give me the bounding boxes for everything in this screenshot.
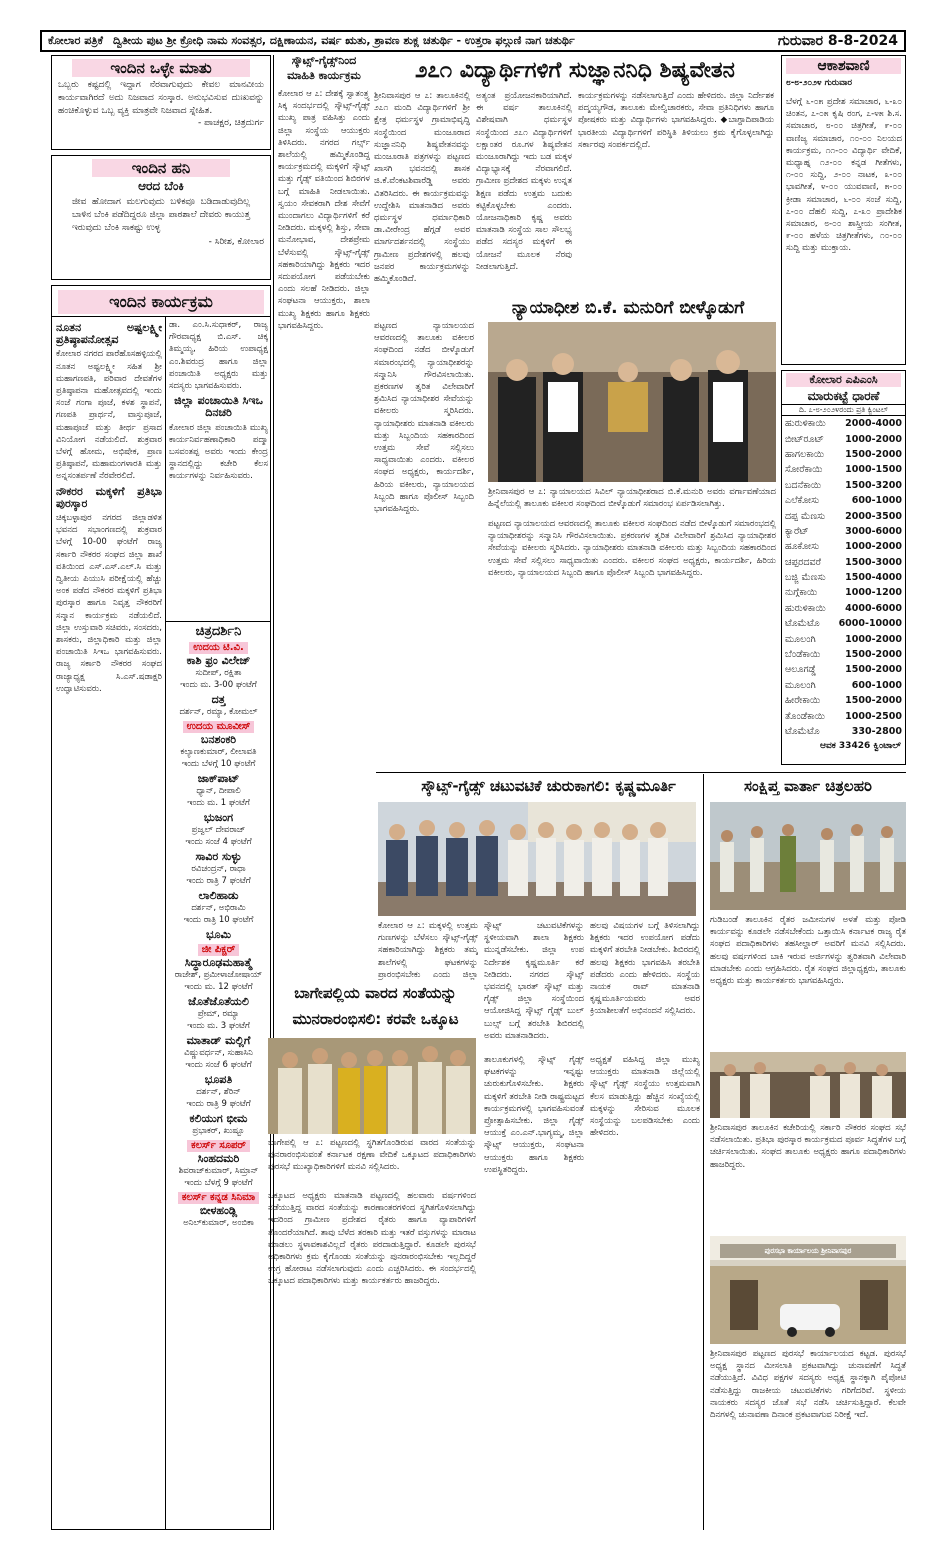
price-value: 1000-2000 <box>845 433 902 445</box>
market-title-2: ಮಾರುಕಟ್ಟೆ ಧಾರಣೆ <box>807 389 880 403</box>
price-item: ಕ್ಯಾರೆಟ್ <box>785 525 809 537</box>
sky-text: ಬೆಳಗ್ಗೆ ೬-೦೫ ಪ್ರದೇಶ ಸಮಾಚಾರ, ೬-೩೦ ಚಿಂತನ, ೭-೦೫ ಕೃಷಿ ರಂಗ, ೭-೪೫ ಶಿ.ಸ. ಸಮಾಚಾರ, ೮-೦೦ ಚಿತ್ರಗೀತೆ, ೯-೦೦ ವಾಣಿಜ್ಯ ಸಮಾಚಾರ, ೧೦-೦೦ ನಿಲಯದ ಕಾರ್ಯಕ್ರಮ, ೧೧-೦೦ ವಿದ್ಯಾರ್ಥಿ ವೇದಿಕೆ, ಮಧ್ಯಾಹ್ನ ೧೨-೦೦ ಕನ್ನಡ ಗೀತೆಗಳು, ೧-೦೦ ಸುದ್ದಿ, ೨-೦೦ ನಾಟಕ, ೩-೦೦ ಭಾವಗೀತೆ, ೪-೦೦ ಯುವವಾಣಿ, ೫-೦೦ ಕ್ರೀಡಾ ಸಮಾಚಾರ, ೬-೦೦ ಸಂಜೆ ಸುದ್ದಿ, ೭-೦೦ ದೆಹಲಿ ಸುದ್ದಿ, ೭-೩೦ ಪ್ರಾದೇಶಿಕ ಸಮಾಚಾರ, ೮-೦೦ ಶಾಸ್ತ್ರೀಯ ಸಂಗೀತ, ೯-೦೦ ಹಳೆಯ ಚಿತ್ರಗೀತೆಗಳು, ೧೦-೦೦ ಸುದ್ದಿ ಮತ್ತು ಮುಕ್ತಾಯ. <box>786 97 902 254</box>
price-row <box>782 447 905 462</box>
building-sign: ಪುರಸಭಾ ಕಾರ್ಯಾಲಯ ಶ್ರೀನಿವಾಸಪುರ <box>764 1247 852 1255</box>
film-cast: ಶಿವರಾಜ್‌ಕುಮಾರ್, ಸಿಮ್ರಾನ್ <box>178 1166 259 1176</box>
cinema-top-divider <box>165 621 271 622</box>
price-item: ಟೊಮೆಟೊ <box>785 618 820 630</box>
price-item: ಹುರುಳಿಕಾಯಿ <box>785 418 826 430</box>
price-item: ಮೂಲಂಗಿ <box>785 633 816 645</box>
judge-photo-image <box>488 322 776 482</box>
market-title-1: ಕೋಲಾರ ಎಪಿಎಂಸಿ <box>786 373 901 387</box>
film-title: ಕಲಿಯುಗ ಭೀಮ <box>189 1112 248 1125</box>
price-row <box>782 524 905 539</box>
film-cast: ದರ್ಶನ್, ರಮ್ಯಾ, ಕೋಮಲ್ <box>179 707 258 717</box>
film-title: ಮಾತಾಡ್ ಮಲ್ಲಿಗೆ <box>186 1034 251 1047</box>
price-item: ದಪ್ಪ ಮೆಣಸು <box>785 510 826 522</box>
bagepalli-headline-2: ಮುನರಾರಂಭಿಸಲಿ: ಕರವೇ ಒಕ್ಕೂಟ <box>292 1010 459 1028</box>
hani-text: ಜೀವ ಹೋದಾಗ ಮಲಗುವುದು ಬಳಿಕವೂ ಬಡಿದಾಡುವುದಿಲ್ಲ ಬಾಳಿನ ಬೆಂಕಿ ಪಡೆದಿದ್ದರೂ ಜಿಲ್ಲಾ ಪಾಠಶಾಲೆ ದೇವರು ಕಾಯುತ್ತ ಇರುವುದು ಬೆಂಕಿ ಸಾಕಷ್ಟು ಉಳ್ಳ <box>72 197 250 233</box>
film-cast: ರಾಜೇಶ್, ಪ್ರಮೀಳಾಜೋಷಾಯ್ <box>174 970 263 980</box>
paper-name: ಕೋಲಾರ ಪತ್ರಿಕೆ <box>48 34 103 47</box>
film-title: ಬನಶಂಕರಿ <box>200 733 237 746</box>
price-row <box>782 416 905 431</box>
film-cast: ಪ್ರಭಾಕರ್, ಖುಷ್ಬೂ <box>192 1126 245 1136</box>
film-title: ಜಾಕ್‌ಪಾಟ್ <box>197 772 240 785</box>
price-item: ಸೋರೆಕಾಯಿ <box>785 464 823 476</box>
film-cast: ದರ್ಶನ್, ಶೆರಿನ್ <box>196 1087 241 1097</box>
hani-title: ಇಂದಿನ ಹನಿ <box>92 159 230 177</box>
main-col-2: ಅತ್ಯಂತ ಪ್ರಯೋಜನಕಾರಿಯಾಗಿದೆ. ಈ ವರ್ಷ ತಾಲೂಕಿನಲ್ಲಿ ವಿಶೇಷವಾಗಿ ಧರ್ಮಸ್ಥಳ ಸಂಸ್ಥೆಯಿಂದ ೨೭೧ ವಿದ್ಯಾರ್ಥಿಗಳಿಗೆ ಲಕ್ಷಾಂತರ ರೂ.ಗಳ ಶಿಷ್ಯವೇತನ ಮಂಜೂರಾಗಿದ್ದು ಇದು ಬಡ ಮಕ್ಕಳ ವಿದ್ಯಾಭ್ಯಾಸಕ್ಕೆ ನೆರವಾಗಲಿದೆ. ಗ್ರಾಮೀಣ ಪ್ರದೇಶದ ಮಕ್ಕಳು ಉನ್ನತ ಶಿಕ್ಷಣ ಪಡೆದು ಉತ್ತಮ ಬದುಕು ಕಟ್ಟಿಕೊಳ್ಳಬೇಕು ಎಂದರು. ಯೋಜನಾಧಿಕಾರಿ ಕೃಷ್ಣ ಅವರು ಮಾತನಾಡಿ ಸಂಸ್ಥೆಯ ಸಾಲ ಸೌಲಭ್ಯ ಪಡೆದ ಸದಸ್ಯರ ಮಕ್ಕಳಿಗೆ ಈ ಯೋಜನೆ ಮೂಲಕ ನೆರವು ನೀಡಲಾಗುತ್ತಿದೆ. <box>476 91 572 272</box>
film-title: ಸಿದ್ಧಾರೂಢಮಹಾತ್ಮೆ <box>184 956 253 969</box>
judge-text: ಪಟ್ಟಣದ ನ್ಯಾಯಾಲಯದ ಆವರಣದಲ್ಲಿ ತಾಲೂಕು ವಕೀಲರ ಸಂಘದಿಂದ ನಡೆದ ಬೀಳ್ಕೊಡುಗೆ ಸಮಾರಂಭದಲ್ಲಿ ನ್ಯಾಯಾಧೀಶರನ್ನು ಸನ್ಮಾನಿಸಿ ಗೌರವಿಸಲಾಯಿತು. ಪ್ರಕರಣಗಳ ತ್ವರಿತ ವಿಲೇವಾರಿಗೆ ಶ್ರಮಿಸಿದ ನ್ಯಾಯಾಧೀಶರ ಸೇವೆಯನ್ನು ವಕೀಲರು ಸ್ಮರಿಸಿದರು. ನ್ಯಾಯಾಧೀಶರು ಮಾತನಾಡಿ ವಕೀಲರು ಮತ್ತು ಸಿಬ್ಬಂದಿಯ ಸಹಕಾರದಿಂದ ಉತ್ತಮ ಸೇವೆ ಸಲ್ಲಿಸಲು ಸಾಧ್ಯವಾಯಿತು ಎಂದರು. ವಕೀಲರ ಸಂಘದ ಅಧ್ಯಕ್ಷರು, ಕಾರ್ಯದರ್ಶಿ, ಹಿರಿಯ ವಕೀಲರು, ನ್ಯಾಯಾಲಯದ ಸಿಬ್ಬಂದಿ ಹಾಗೂ ಪೊಲೀಸ್ ಸಿಬ್ಬಂದಿ ಭಾಗವಹಿಸಿದ್ದರು. <box>488 519 776 578</box>
price-item: ಮೂಲಂಗಿ <box>785 679 816 691</box>
film-time: ಇಂದು ಮ. 3 ಘಂಟೆಗೆ <box>187 1021 250 1031</box>
film-title: ಸಾವಿರ ಸುಳ್ಳು <box>195 850 242 863</box>
price-value: 1000-2500 <box>845 710 902 722</box>
program-head-2: ನೌಕರರ ಮಕ್ಕಳಿಗೆ ಪ್ರತಿಭಾ ಪುರಸ್ಕಾರ <box>56 484 162 510</box>
price-row <box>782 662 905 677</box>
film-time: ಇಂದು ರಾತ್ರಿ 7 ಘಂಟೆಗೆ <box>186 876 251 886</box>
tv-channel: ಕಲರ್ಸ್ ಕನ್ನಡ ಸಿನಿಮಾ <box>178 1192 259 1204</box>
price-value: 1500-2000 <box>845 649 902 661</box>
brief-news-divider <box>703 774 704 1530</box>
brief-news-photo-2 <box>710 1052 906 1118</box>
film-cast: ರವಿಚಂದ್ರನ್, ರಾಧಾ <box>191 864 246 874</box>
market-price-table <box>782 416 905 739</box>
film-time: ಇಂದು ಮ. 12 ಘಂಟೆಗೆ <box>184 982 253 992</box>
main-headline: ೨೭೧ ವಿದ್ಯಾರ್ಥಿಗಳಿಗೆ ಸುಜ್ಞಾನನಿಧಿ ಶಿಷ್ಯವೇತನ <box>415 58 735 83</box>
film-title: ಭುಜಂಗ <box>203 811 234 824</box>
market-box <box>781 370 906 765</box>
price-row <box>782 555 905 570</box>
brief-news-headline: ಸಂಕ್ಷಿಪ್ತ ವಾರ್ತಾ ಚಿತ್ರಲಹರಿ <box>744 777 872 795</box>
film-title: ಸಿಂಹದಮರಿ <box>197 1152 240 1165</box>
main-col-1: ಶ್ರೀನಿವಾಸಪುರ ಆ ೭: ತಾಲೂಕಿನಲ್ಲಿ ೨೭೧ ಮಂದಿ ವಿದ್ಯಾರ್ಥಿಗಳಿಗೆ ಶ್ರೀ ಕ್ಷೇತ್ರ ಧರ್ಮಸ್ಥಳ ಗ್ರಾಮಾಭಿವೃದ್ಧಿ ಸಂಸ್ಥೆಯಿಂದ ಮಂಜೂರಾದ ಸುಜ್ಞಾನನಿಧಿ ಶಿಷ್ಯವೇತನವನ್ನು ಮಂಜೂರಾತಿ ಪತ್ರಗಳನ್ನು ಪಟ್ಟಣದ ಖಾಸಗಿ ಭವನದಲ್ಲಿ ಶಾಸಕ ಜಿ.ಕೆ.ವೆಂಕಟಶಿವಾರೆಡ್ಡಿ ಅವರು ವಿತರಿಸಿದರು. ಈ ಕಾರ್ಯಕ್ರಮವನ್ನು ಉದ್ದೇಶಿಸಿ ಮಾತನಾಡಿದ ಅವರು ಧರ್ಮಸ್ಥಳ ಧರ್ಮಾಧಿಕಾರಿ ಡಾ.ವೀರೇಂದ್ರ ಹೆಗ್ಗಡೆ ಅವರ ಮಾರ್ಗದರ್ಶನದಲ್ಲಿ ಸಂಸ್ಥೆಯು ಗ್ರಾಮೀಣ ಪ್ರದೇಶಗಳಲ್ಲಿ ಹಲವು ಜನಪರ ಕಾರ್ಯಕ್ರಮಗಳನ್ನು ಹಮ್ಮಿಕೊಂಡಿದೆ. <box>374 91 470 285</box>
tv-channel: ಜೀ ಪಿಕ್ಚರ್ <box>198 944 240 956</box>
judge-caption: ಶ್ರೀನಿವಾಸಪುರ ಆ ೭: ನ್ಯಾಯಾಲಯದ ಸಿವಿಲ್ ನ್ಯಾಯಾಧೀಶರಾದ ಬಿ.ಕೆ.ಮನುರಿ ಅವರು ವರ್ಗಾವಣೆಯಾದ ಹಿನ್ನೆಲೆಯಲ್ಲಿ ತಾಲೂಕು ವಕೀಲರ ಸಂಘದಿಂದ ಬೀಳ್ಕೊಡುಗೆ ಸಮಾರಂಭ ಏರ್ಪಡಿಸಲಾಗಿತ್ತು. <box>488 487 776 509</box>
price-item: ಟೊಮೆಟೊ <box>785 726 820 737</box>
film-time: ಇಂದು ಬೆಳಗ್ಗೆ 9 ಘಂಟೆಗೆ <box>184 1178 253 1188</box>
tv-channel: ಉದಯ ಮೂವೀಸ್ <box>183 721 255 733</box>
program-col2-top: ಡಾ. ಎಂ.ಸಿ.ಸುಧಾಕರ್, ರಾಜ್ಯ ಗೌರವಾಧ್ಯಕ್ಷ ಬಿ.ಎಸ್. ಚಿಕ್ಕ ತಿಮ್ಮಯ್ಯ, ಹಿರಿಯ ಉಪಾಧ್ಯಕ್ಷ ಎಂ.ಶಿವರುದ್ರ ಹಾಗೂ ಜಿಲ್ಲಾ ಪಂಚಾಯಿತಿ ಅಧ್ಯಕ್ಷರು ಮತ್ತು ಸದಸ್ಯರು ಭಾಗವಹಿಸುವರು. <box>169 320 268 392</box>
price-row <box>782 631 905 646</box>
price-item: ಬೀಟ್‌ರೂಟ್ <box>785 433 824 445</box>
scouts-activity-top-rule <box>376 772 906 773</box>
bagepalli-headline-1: ಬಾಗೇಪಲ್ಲಿಯ ವಾರದ ಸಂತೆಯನ್ನು <box>294 984 457 1002</box>
film-time: ಇಂದು ರಾತ್ರಿ 10 ಘಂಟೆಗೆ <box>183 915 254 925</box>
brief-photo-1-image <box>710 802 906 910</box>
price-row <box>782 585 905 600</box>
judge-side-text: ಪಟ್ಟಣದ ನ್ಯಾಯಾಲಯದ ಆವರಣದಲ್ಲಿ ತಾಲೂಕು ವಕೀಲರ ಸಂಘದಿಂದ ನಡೆದ ಬೀಳ್ಕೊಡುಗೆ ಸಮಾರಂಭದಲ್ಲಿ ನ್ಯಾಯಾಧೀಶರನ್ನು ಸನ್ಮಾನಿಸಿ ಗೌರವಿಸಲಾಯಿತು. ಪ್ರಕರಣಗಳ ತ್ವರಿತ ವಿಲೇವಾರಿಗೆ ಶ್ರಮಿಸಿದ ನ್ಯಾಯಾಧೀಶರ ಸೇವೆಯನ್ನು ವಕೀಲರು ಸ್ಮರಿಸಿದರು. ನ್ಯಾಯಾಧೀಶರು ಮಾತನಾಡಿ ವಕೀಲರು ಮತ್ತು ಸಿಬ್ಬಂದಿಯ ಸಹಕಾರದಿಂದ ಉತ್ತಮ ಸೇವೆ ಸಲ್ಲಿಸಲು ಸಾಧ್ಯವಾಯಿತು ಎಂದರು. ವಕೀಲರ ಸಂಘದ ಅಧ್ಯಕ್ಷರು, ಕಾರ್ಯದರ್ಶಿ, ಹಿರಿಯ ವಕೀಲರು, ನ್ಯಾಯಾಲಯದ ಸಿಬ್ಬಂದಿ ಹಾಗೂ ಪೊಲೀಸ್ ಸಿಬ್ಬಂದಿ ಭಾಗವಹಿಸಿದ್ದರು. <box>374 321 474 515</box>
price-row <box>782 693 905 708</box>
price-item: ಬದನೆಕಾಯಿ <box>785 479 822 491</box>
bagepalli-text-3: ಅಧ್ಯಕ್ಷತೆ ವಹಿಸಿದ್ದ ಜಿಲ್ಲಾ ಮುಖ್ಯ ಆಯುಕ್ತರು ಮಾತನಾಡಿ ಜಿಲ್ಲೆಯಲ್ಲಿ ಸ್ಕೌಟ್ಸ್ ಗೈಡ್ಸ್ ಸಂಸ್ಥೆಯು ಉತ್ತಮವಾಗಿ ಕೆಲಸ ಮಾಡುತ್ತಿದ್ದು ಹೆಚ್ಚಿನ ಸಂಖ್ಯೆಯಲ್ಲಿ ಮಕ್ಕಳನ್ನು ಸೇರಿಸುವ ಮೂಲಕ ಸಂಸ್ಥೆಯನ್ನು ಬಲಪಡಿಸಬೇಕು ಎಂದು ಹೇಳಿದರು. <box>590 1055 700 1139</box>
price-row <box>782 431 905 446</box>
price-row <box>782 570 905 585</box>
tv-channel: ಕಲರ್ಸ್ ಸೂಪರ್ <box>187 1140 250 1152</box>
program-head-1: ನೂತನ ಅಷ್ಟಲಕ್ಷ್ಮೀ ಪ್ರತಿಷ್ಠಾಪನೋತ್ಸವ <box>56 321 162 347</box>
price-row <box>782 462 905 477</box>
film-title: ಭೂಪತಿ <box>204 1073 233 1086</box>
brief-photo-2-image <box>710 1052 906 1118</box>
cinema-list <box>169 642 268 1229</box>
film-title: ಜೊತೆಜೊತೆಯಲಿ <box>188 995 249 1008</box>
brief-news-photo-3 <box>710 1236 906 1344</box>
price-value: 1500-3200 <box>845 479 902 491</box>
film-time: ಇಂದು ಸಂಜೆ 6 ಘಂಟೆಗೆ <box>185 1060 252 1070</box>
price-row <box>782 616 905 631</box>
price-value: 600-1000 <box>851 679 902 691</box>
bagepalli-image <box>268 1038 476 1134</box>
film-title: ಕಾಶಿ ಫ್ರಂ ವಿಲೇಜ್ <box>186 654 251 667</box>
price-item: ಹುರುಳಿಕಾಯಿ <box>785 602 826 614</box>
brief-news-item-1: ಗುಡಿಬಂಡೆ ತಾಲೂಕಿನ ರೈತರ ಜಮೀನುಗಳ ಅಳತೆ ಮತ್ತು ಪೋಡಿ ಕಾರ್ಯವನ್ನು ಕೂಡಲೇ ನಡೆಸಬೇಕೆಂದು ಒತ್ತಾಯಿಸಿ ಕರ್ನಾಟಕ ರಾಜ್ಯ ರೈತ ಸಂಘದ ಪದಾಧಿಕಾರಿಗಳು ತಹಸೀಲ್ದಾರ್ ಅವರಿಗೆ ಮನವಿ ಸಲ್ಲಿಸಿದರು. ಹಲವು ವರ್ಷಗಳಿಂದ ಬಾಕಿ ಇರುವ ಅರ್ಜಿಗಳನ್ನು ತ್ವರಿತವಾಗಿ ವಿಲೇವಾರಿ ಮಾಡಬೇಕು ಎಂದು ಆಗ್ರಹಿಸಿದರು. ರೈತ ಸಂಘದ ಜಿಲ್ಲಾಧ್ಯಕ್ಷರು, ತಾಲೂಕು ಅಧ್ಯಕ್ಷರು ಮತ್ತು ಕಾರ್ಯಕರ್ತರು ಭಾಗವಹಿಸಿದ್ದರು. <box>710 915 906 987</box>
todays-hani-box <box>51 155 271 280</box>
brief-news-photo-1 <box>710 802 906 910</box>
cinema-title: ಚಿತ್ರದರ್ಶಿನಿ <box>195 626 242 639</box>
price-value: 3000-6000 <box>845 525 902 537</box>
film-time: ಇಂದು ರಾತ್ರಿ 9 ಘಂಟೆಗೆ <box>186 1099 251 1109</box>
edition-info: ದ್ವಿತೀಯ ಪುಟ ಶ್ರೀ ಕ್ರೋಧಿ ನಾಮ ಸಂವತ್ಸರ, ದಕ್ಷಿಣಾಯನ, ವರ್ಷ ಋತು, ಶ್ರಾವಣ ಶುಕ್ಲ ಚತುರ್ಥಿ - ಉತ್ತರಾ ಫಲ್ಗುಣಿ ನಾಗ ಚತುರ್ಥಿ <box>112 34 575 47</box>
price-value: 2000-4000 <box>845 418 902 430</box>
scouts-activity-col-2: ಸ್ಕೌಟ್ಸ್ ಚಟುವಟಿಕೆಗಳನ್ನು ಸ್ಥಳೀಯವಾಗಿ ಶಾಲಾ ಶಿಕ್ಷಕರು ಮುನ್ನಡೆಸಬೇಕು. ಜಿಲ್ಲಾ ಉಪ ನಿರ್ದೇಶಕ ಕೃಷ್ಣಮೂರ್ತಿ ಕರೆ ನೀಡಿದರು. ನಗರದ ಸ್ಕೌಟ್ಸ್ ಭವನದಲ್ಲಿ ಭಾರತ್ ಸ್ಕೌಟ್ಸ್ ಮತ್ತು ಗೈಡ್ಸ್ ಜಿಲ್ಲಾ ಸಂಸ್ಥೆಯಿಂದ ಆಯೋಜಿಸಿದ್ದ ಸ್ಕೌಟ್ಸ್ ಗೈಡ್ಸ್ ಬುಲ್ ಬುಲ್ಸ್ ಬಗ್ಗೆ ತರಬೇತಿ ಶಿಬಿರದಲ್ಲಿ ಅವರು ಮಾತನಾಡಿದರು. <box>484 921 584 1041</box>
scouts-activity-image <box>378 802 696 916</box>
market-total: ಆವಕ 33426 ಕ್ವಿಂಟಾಲ್ <box>820 741 901 752</box>
price-row <box>782 539 905 554</box>
price-value: 1000-1500 <box>845 464 902 476</box>
sky-box <box>781 55 906 365</box>
price-row <box>782 724 905 739</box>
price-item: ಎಲೆಕೋಸು <box>785 495 820 507</box>
zp-head: ಜಿಲ್ಲಾ ಪಂಚಾಯಿತಿ ಸಿಇಒ ದಿನಚರಿ <box>174 394 263 420</box>
programs-title: ಇಂದಿನ ಕಾರ್ಯಕ್ರಮ <box>58 290 264 314</box>
film-time: ಇಂದು ಬೆಳಗ್ಗೆ 10 ಘಂಟೆಗೆ <box>181 759 256 769</box>
price-value: 1000-1200 <box>845 587 902 599</box>
price-row <box>782 601 905 616</box>
film-time: ಇಂದು ಸಂಜೆ 4 ಘಂಟೆಗೆ <box>185 837 252 847</box>
film-cast: ಧ್ಯಾನ್, ದೀಪಾಲಿ <box>196 786 241 796</box>
judge-photo <box>488 322 776 482</box>
film-cast: ಪ್ರೇಮ್, ರಮ್ಯಾ <box>197 1009 240 1019</box>
scouts-text: ಕೋಲಾರ ಆ ೭: ದೇಶಕ್ಕೆ ಸ್ವಾತಂತ್ರ್ಯ ಸಿಕ್ಕ ಸಂದರ್ಭದಲ್ಲಿ ಸ್ಕೌಟ್ಸ್-ಗೈಡ್ಸ್ ಮುಖ್ಯ ಪಾತ್ರ ವಹಿಸಿತ್ತು ಎಂದು ಜಿಲ್ಲಾ ಸಂಸ್ಥೆಯ ಆಯುಕ್ತರು ತಿಳಿಸಿದರು. ನಗರದ ಗರ್ಲ್ಸ್ ಶಾಲೆಯಲ್ಲಿ ಹಮ್ಮಿಕೊಂಡಿದ್ದ ಕಾರ್ಯಕ್ರಮದಲ್ಲಿ ಮಕ್ಕಳಿಗೆ ಸ್ಕೌಟ್ಸ್ ಮತ್ತು ಗೈಡ್ಸ್ ವತಿಯಿಂದ ಶಿಬಿರಗಳ ಬಗ್ಗೆ ಮಾಹಿತಿ ನೀಡಲಾಯಿತು. ಸ್ವಯಂ ಸೇವಕರಾಗಿ ದೇಶ ಸೇವೆಗೆ ಮುಂದಾಗಲು ವಿದ್ಯಾರ್ಥಿಗಳಿಗೆ ಕರೆ ನೀಡಿದರು. ಮಕ್ಕಳಲ್ಲಿ ಶಿಸ್ತು, ಸೇವಾ ಮನೋಭಾವ, ದೇಶಪ್ರೇಮ ಬೆಳೆಸುವಲ್ಲಿ ಸ್ಕೌಟ್ಸ್-ಗೈಡ್ಸ್ ಸಹಕಾರಿಯಾಗಿದ್ದು ಶಿಕ್ಷಕರು ಇದರ ಸದುಪಯೋಗ ಪಡೆಯಬೇಕು ಎಂದು ಸಲಹೆ ನೀಡಿದರು. ಜಿಲ್ಲಾ ಸಂಘಟನಾ ಆಯುಕ್ತರು, ಶಾಲಾ ಮುಖ್ಯ ಶಿಕ್ಷಕರು ಹಾಗೂ ಶಿಕ್ಷಕರು ಭಾಗವಹಿಸಿದ್ದರು. <box>278 89 370 331</box>
price-value: 1000-2000 <box>845 541 902 553</box>
program-body-1: ಕೋಲಾರ ನಗರದ ಪಾರೆಹೊಸಹಳ್ಳಿಯಲ್ಲಿ ನೂತನ ಅಷ್ಟಲಕ್ಷ್ಮೀ ಸಹಿತ ಶ್ರೀ ಮಹಾಗಣಪತಿ, ಪರಿವಾರ ದೇವತೆಗಳ ಪ್ರತಿಷ್ಠಾಪನಾ ಮಹೋತ್ಸವದಲ್ಲಿ ಇಂದು ಸಂಜೆ ಗಂಗಾ ಪೂಜೆ, ಕಳಶ ಸ್ಥಾಪನೆ, ಗಣಪತಿ ಪ್ರಾರ್ಥನೆ, ವಾಸ್ತುಪೂಜೆ, ಮಹಾಪೂಜೆ ಮತ್ತು ತೀರ್ಥ ಪ್ರಸಾದ ವಿನಿಯೋಗ ನಡೆಯಲಿದೆ. ಶುಕ್ರವಾರ ಬೆಳಗ್ಗೆ ಹೋಮ, ಅಭಿಷೇಕ, ಪ್ರಾಣ ಪ್ರತಿಷ್ಠಾಪನೆ, ಮಹಾಮಂಗಳಾರತಿ ಮತ್ತು ಅನ್ನಸಂತರ್ಪಣೆ ನೆರವೇರಲಿದೆ. <box>56 349 162 482</box>
film-title: ಬೀಳಹಂಡ್ಲಿ <box>199 1204 238 1217</box>
price-value: 1500-2000 <box>845 448 902 460</box>
hani-subtitle: ಆರದ ಬೆಂಕಿ <box>138 179 184 193</box>
good-word-author: - ಪಾಚಕ್ಷರ, ಚಿತ್ರದುರ್ಗ <box>198 118 264 128</box>
film-cast: ವಿಷ್ಣುವರ್ಧನ್, ಸುಹಾಸಿನಿ <box>184 1048 253 1058</box>
cinema-box <box>169 626 268 1526</box>
price-item: ಹೀರೇಕಾಯಿ <box>785 695 821 707</box>
price-value: 1500-2000 <box>845 664 902 676</box>
sky-title: ಆಕಾಶವಾಣಿ <box>786 58 901 74</box>
sky-date: ೮-೮-೨೦೨೪ ಗುರುವಾರ <box>786 78 853 88</box>
programs-col2 <box>169 319 268 619</box>
film-cast: ಅನಿಲ್‌ಕುಮಾರ್, ಅಂಬಿಕಾ <box>183 1218 254 1228</box>
programs-col1 <box>56 319 162 1524</box>
todays-programs-box <box>51 285 271 1530</box>
price-value: 330-2800 <box>851 726 902 737</box>
price-item: ಹಾಗಲಕಾಯಿ <box>785 448 825 460</box>
price-row <box>782 493 905 508</box>
main-col-3: ಕಾರ್ಯಕ್ರಮಗಳನ್ನು ನಡೆಸಲಾಗುತ್ತಿದೆ ಎಂದು ಹೇಳಿದರು. ಜಿಲ್ಲಾ ನಿರ್ದೇಶಕ ಪದ್ಮಯ್ಯಗೌಡ, ತಾಲೂಕು ಮೇಲ್ವಿಚಾರಕರು, ಸೇವಾ ಪ್ರತಿನಿಧಿಗಳು ಹಾಗೂ ಪೋಷಕರು ಮತ್ತು ವಿದ್ಯಾರ್ಥಿಗಳು ಭಾಗವಹಿಸಿದ್ದರು. ◆ಬಾಗ್ದಾದಿಪಾಡಿಯ ಭಾರತೀಯ ವಿದ್ಯಾರ್ಥಿಗಳಿಗೆ ಪರಿಸ್ಥಿತಿ ತಿಳಿಯಲು ಕ್ರಮ ಕೈಗೊಳ್ಳಲಾಗಿದ್ದು ಸರ್ಕಾರವು ಸಂಪರ್ಕದಲ್ಲಿದೆ. <box>578 91 774 150</box>
issue-date: ಗುರುವಾರ 8-8-2024 <box>777 33 898 49</box>
judge-headline: ನ್ಯಾಯಾಧೀಶ ಬಿ.ಕೆ. ಮನುರಿಗೆ ಬೀಳ್ಕೊಡುಗೆ <box>511 298 745 318</box>
price-item: ಆಲೂಗಡ್ಡೆ <box>785 664 817 676</box>
film-title: ಭೂಮಿ <box>205 928 232 941</box>
price-value: 6000-10000 <box>838 618 902 630</box>
film-title: ಲಾಲಿಹಾಡು <box>198 889 239 902</box>
bagepalli-text: ಒಕ್ಕೂಟದ ಅಧ್ಯಕ್ಷರು ಮಾತನಾಡಿ ಪಟ್ಟಣದಲ್ಲಿ ಹಲವಾರು ವರ್ಷಗಳಿಂದ ನಡೆಯುತ್ತಿದ್ದ ವಾರದ ಸಂತೆಯನ್ನು ಕಾರಣಾಂತರಗಳಿಂದ ಸ್ಥಗಿತಗೊಳಿಸಲಾಗಿದ್ದು ಇದರಿಂದ ಗ್ರಾಮೀಣ ಪ್ರದೇಶದ ರೈತರು ಹಾಗೂ ವ್ಯಾಪಾರಿಗಳಿಗೆ ತೊಂದರೆಯಾಗಿದೆ. ತಾವು ಬೆಳೆದ ತರಕಾರಿ ಮತ್ತು ಇತರೆ ವಸ್ತುಗಳನ್ನು ಮಾರಾಟ ಮಾಡಲು ಸ್ಥಳಾವಕಾಶವಿಲ್ಲದೆ ರೈತರು ಪರದಾಡುತ್ತಿದ್ದಾರೆ. ಕೂಡಲೇ ಪುರಸಭೆ ಅಧಿಕಾರಿಗಳು ಕ್ರಮ ಕೈಗೊಂಡು ಸಂತೆಯನ್ನು ಪುನರಾರಂಭಿಸಬೇಕು ಇಲ್ಲದಿದ್ದರೆ ಉಗ್ರ ಹೋರಾಟ ನಡೆಸಲಾಗುವುದು ಎಂದು ಎಚ್ಚರಿಸಿದರು. ಈ ಸಂದರ್ಭದಲ್ಲಿ ಒಕ್ಕೂಟದ ಪದಾಧಿಕಾರಿಗಳು ಮತ್ತು ಕಾರ್ಯಕರ್ತರು ಹಾಜರಿದ್ದರು. <box>268 1191 476 1287</box>
price-value: 600-1000 <box>851 495 902 507</box>
film-time: ಇಂದು ಮ. 3-00 ಘಂಟೆಗೆ <box>180 680 257 690</box>
zp-body: ಕೋಲಾರ ಜಿಲ್ಲಾ ಪಂಚಾಯಿತಿ ಮುಖ್ಯ ಕಾರ್ಯನಿರ್ವಹಣಾಧಿಕಾರಿ ಪದ್ಮಾ ಬಸವಂತಪ್ಪ ಅವರು ಇಂದು ಕೇಂದ್ರ ಸ್ಥಾನದಲ್ಲಿದ್ದು ಕಚೇರಿ ಕೆಲಸ ಕಾರ್ಯಗಳನ್ನು ನಿರ್ವಹಿಸುವರು. <box>169 422 268 482</box>
scouts-activity-col-3: ಹಲವು ವಿಷಯಗಳ ಬಗ್ಗೆ ತಿಳಿಸಲಾಗಿದ್ದು ಶಿಕ್ಷಕರು ಇದರ ಉಪಯೋಗ ಪಡೆದು ಮಕ್ಕಳಿಗೆ ತರಬೇತಿ ನೀಡಬೇಕು. ಶಿಬಿರದಲ್ಲಿ ಹಲವು ಶಿಕ್ಷಕರು ಭಾಗವಹಿಸಿ ತರಬೇತಿ ಪಡೆದರು ಎಂದು ಹೇಳಿದರು. ಸಂಸ್ಥೆಯ ನಾಯಕ ರಾವ್ ಮಾತನಾಡಿ ಕೃಷ್ಣಮೂರ್ತಿಯವರು ಅವರ ಕ್ರಿಯಾಶೀಲತೆಗೆ ಅಭಿನಂದನೆ ಸಲ್ಲಿಸಿದರು. <box>590 921 700 1017</box>
bagepalli-photo <box>268 1038 476 1134</box>
film-cast: ಸುದೀಪ್, ರಕ್ಷಿತಾ <box>195 668 242 678</box>
price-value: 1000-2000 <box>845 633 902 645</box>
good-word-box <box>51 55 271 150</box>
good-word-text: ಒಬ್ಬರು ಕಷ್ಟದಲ್ಲಿ ಇದ್ದಾಗ ನೆರವಾಗುವುದು ಕೇವಲ ಮಾನವೀಯ ಕಾರ್ಯವಾಗಿರದೆ ಅದು ನಿಜವಾದ ಸಂಸ್ಕಾರ. ಅನುಭವಿಸುವ ದುಃಖವನ್ನು ಹಂಚಿಕೊಳ್ಳುವ ಒಬ್ಬ ವ್ಯಕ್ತಿ ಮಾತ್ರವೇ ನಿಜವಾದ ಸ್ನೇಹಿತ. <box>58 80 264 116</box>
price-row <box>782 708 905 723</box>
scouts-activity-photo <box>378 802 696 916</box>
price-row <box>782 508 905 523</box>
scouts-headline: ಸ್ಕೌಟ್ಸ್-ಗೈಡ್ಸ್‌ನಿಂದ ಮಾಹಿತಿ ಕಾರ್ಯಕ್ರಮ <box>287 54 361 82</box>
tv-channel: ಉದಯ ಟಿ.ವಿ. <box>189 642 248 654</box>
hani-author: - ಸಿರೀಶ, ಕೋಲಾರ <box>208 237 264 247</box>
price-item: ಚಪ್ಪರದವರೆ <box>785 556 821 568</box>
price-row <box>782 478 905 493</box>
price-value: 1500-4000 <box>845 572 902 584</box>
masthead <box>40 30 906 52</box>
price-value: 1500-3000 <box>845 556 902 568</box>
price-row <box>782 647 905 662</box>
film-cast: ಪ್ರಜ್ವಲ್ ದೇವರಾಜ್ <box>191 825 246 835</box>
price-item: ನುಗ್ಗೆಕಾಯಿ <box>785 587 818 599</box>
programs-col-divider <box>165 317 166 1529</box>
programs-divider <box>52 316 271 317</box>
film-cast: ಕಲ್ಯಾಣಕುಮಾರ್, ಲೀಲಾವತಿ <box>180 747 257 757</box>
price-row <box>782 678 905 693</box>
brief-news-item-2: ಶ್ರೀನಿವಾಸಪುರ ತಾಲೂಕಿನ ಕಚೇರಿಯಲ್ಲಿ ಸರ್ಕಾರಿ ನೌಕರರ ಸಂಘದ ಸಭೆ ನಡೆಸಲಾಯಿತು. ಪ್ರತಿಭಾ ಪುರಸ್ಕಾರ ಕಾರ್ಯಕ್ರಮದ ಪೂರ್ವ ಸಿದ್ಧತೆಗಳ ಬಗ್ಗೆ ಚರ್ಚಿಸಲಾಯಿತು. ಸಂಘದ ತಾಲೂಕು ಅಧ್ಯಕ್ಷರು ಹಾಗೂ ಪದಾಧಿಕಾರಿಗಳು ಹಾಜರಿದ್ದರು. <box>710 1123 906 1170</box>
price-item: ಬಜ್ಜಿ ಮೆಣಸು <box>785 572 826 584</box>
film-cast: ದರ್ಶನ್, ಅಭಿರಾಮಿ <box>191 903 246 913</box>
film-title: ದತ್ತ <box>211 693 226 706</box>
brief-news-item-3: ಶ್ರೀನಿವಾಸಪುರ ಪಟ್ಟಣದ ಪುರಸಭೆ ಕಾರ್ಯಾಲಯದ ಕಟ್ಟಡ. ಪುರಸಭೆ ಅಧ್ಯಕ್ಷ ಸ್ಥಾನದ ಮೀಸಲಾತಿ ಪ್ರಕಟವಾಗಿದ್ದು ಚುನಾವಣೆಗೆ ಸಿದ್ಧತೆ ನಡೆಯುತ್ತಿದೆ. ವಿವಿಧ ಪಕ್ಷಗಳ ಸದಸ್ಯರು ಅಧ್ಯಕ್ಷ ಸ್ಥಾನಕ್ಕಾಗಿ ಪೈಪೋಟಿ ನಡೆಸುತ್ತಿದ್ದು ರಾಜಕೀಯ ಚಟುವಟಿಕೆಗಳು ಗರಿಗೆದರಿವೆ. ಸ್ಥಳೀಯ ನಾಯಕರು ಸದಸ್ಯರ ಜೊತೆ ಸಭೆ ನಡೆಸಿ ಚರ್ಚಿಸುತ್ತಿದ್ದಾರೆ. ಕೆಲವೇ ದಿನಗಳಲ್ಲಿ ಚುನಾವಣಾ ದಿನಾಂಕ ಪ್ರಕಟವಾಗುವ ನಿರೀಕ್ಷೆ ಇದೆ. <box>710 1349 906 1421</box>
good-word-title: ಇಂದಿನ ಒಳ್ಳೇ ಮಾತು <box>72 59 250 77</box>
scouts-activity-headline: ಸ್ಕೌಟ್ಸ್-ಗೈಡ್ಸ್ ಚಟುವಟಿಕೆ ಚುರುಕಾಗಲಿ: ಕೃಷ್ಣಮೂರ್ತಿ <box>421 777 676 795</box>
price-value: 4000-6000 <box>845 602 902 614</box>
bagepalli-text-2: ತಾಲೂಕುಗಳಲ್ಲಿ ಸ್ಕೌಟ್ಸ್ ಗೈಡ್ಸ್ ಘಟಕಗಳನ್ನು ಇನ್ನಷ್ಟು ಚುರುಕುಗೊಳಿಸಬೇಕು. ಶಿಕ್ಷಕರು ಮಕ್ಕಳಿಗೆ ತರಬೇತಿ ನೀಡಿ ರಾಷ್ಟ್ರಮಟ್ಟದ ಕಾರ್ಯಕ್ರಮಗಳಲ್ಲಿ ಭಾಗವಹಿಸುವಂತೆ ಪ್ರೋತ್ಸಾಹಿಸಬೇಕು. ಜಿಲ್ಲಾ ಗೈಡ್ಸ್ ಆಯುಕ್ತೆ ಎಂ.ಎನ್.ಭಾಗ್ಯಮ್ಮ, ಜಿಲ್ಲಾ ಸ್ಕೌಟ್ಸ್ ಆಯುಕ್ತರು, ಸಂಘಟನಾ ಆಯುಕ್ತರು ಹಾಗೂ ಶಿಕ್ಷಕರು ಉಪಸ್ಥಿತರಿದ್ದರು. <box>484 1055 584 1175</box>
price-value: 2000-3500 <box>845 510 902 522</box>
price-item: ಹೂಕೋಸು <box>785 541 820 553</box>
program-body-2: ಚಿಕ್ಕಬಳ್ಳಾಪುರ ನಗರದ ಜಿಲ್ಲಾಡಳಿತ ಭವನದ ಸಭಾಂಗಣದಲ್ಲಿ ಶುಕ್ರವಾರ ಬೆಳಗ್ಗೆ 10-00 ಘಂಟೆಗೆ ರಾಜ್ಯ ಸರ್ಕಾರಿ ನೌಕರರ ಸಂಘದ ಜಿಲ್ಲಾ ಶಾಖೆ ವತಿಯಿಂದ ಎಸ್.ಎಸ್.ಎಲ್.ಸಿ ಮತ್ತು ದ್ವಿತೀಯ ಪಿಯುಸಿ ಪರೀಕ್ಷೆಯಲ್ಲಿ ಹೆಚ್ಚು ಅಂಕ ಪಡೆದ ನೌಕರರ ಮಕ್ಕಳಿಗೆ ಪ್ರತಿಭಾ ಪುರಸ್ಕಾರ ಹಾಗೂ ನಿವೃತ್ತ ನೌಕರರಿಗೆ ಸನ್ಮಾನ ಕಾರ್ಯಕ್ರಮ ನಡೆಯಲಿದೆ. ಜಿಲ್ಲಾ ಉಸ್ತುವಾರಿ ಸಚಿವರು, ಸಂಸದರು, ಶಾಸಕರು, ಜಿಲ್ಲಾಧಿಕಾರಿ ಮತ್ತು ಜಿಲ್ಲಾ ಪಂಚಾಯಿತಿ ಸಿಇಒ ಭಾಗವಹಿಸುವರು. ರಾಜ್ಯ ಸರ್ಕಾರಿ ನೌಕರರ ಸಂಘದ ರಾಜ್ಯಾಧ್ಯಕ್ಷ ಸಿ.ಎಸ್.ಷಡಾಕ್ಷರಿ ಉದ್ಘಾಟಿಸುವರು. <box>56 513 162 694</box>
market-subline: ದಿ. ೭-೮-೨೦೨೪ರಂದು ಪ್ರತಿ ಕ್ವಿಂಟಲ್ <box>782 404 905 416</box>
scouts-activity-col-1: ಕೋಲಾರ ಆ ೭: ಮಕ್ಕಳಲ್ಲಿ ಉತ್ತಮ ಗುಣಗಳನ್ನು ಬೆಳೆಸಲು ಸ್ಕೌಟ್ಸ್-ಗೈಡ್ಸ್ ಸಹಕಾರಿಯಾಗಿದ್ದು ಶಿಕ್ಷಕರು ತಮ್ಮ ಶಾಲೆಗಳಲ್ಲಿ ಘಟಕಗಳನ್ನು ಪ್ರಾರಂಭಿಸಬೇಕು ಎಂದು ಜಿಲ್ಲಾ <box>378 921 478 980</box>
price-item: ಬೆಂಡೆಕಾಯಿ <box>785 649 821 661</box>
price-value: 1500-2000 <box>845 695 902 707</box>
film-time: ಇಂದು ಮ. 1 ಘಂಟೆಗೆ <box>187 798 250 808</box>
bagepalli-caption: ಬಾಗೇಪಲ್ಲಿ ಆ ೭: ಪಟ್ಟಣದಲ್ಲಿ ಸ್ಥಗಿತಗೊಂಡಿರುವ ವಾರದ ಸಂತೆಯನ್ನು ಪುನರಾರಂಭಿಸುವಂತೆ ಕರ್ನಾಟಕ ರಕ್ಷಣಾ ವೇದಿಕೆ ಒಕ್ಕೂಟದ ಪದಾಧಿಕಾರಿಗಳು ಪುರಸಭೆ ಮುಖ್ಯಾಧಿಕಾರಿಗಳಿಗೆ ಮನವಿ ಸಲ್ಲಿಸಿದರು. <box>268 1138 476 1173</box>
price-item: ತೊಂಡೆಕಾಯಿ <box>785 710 825 722</box>
